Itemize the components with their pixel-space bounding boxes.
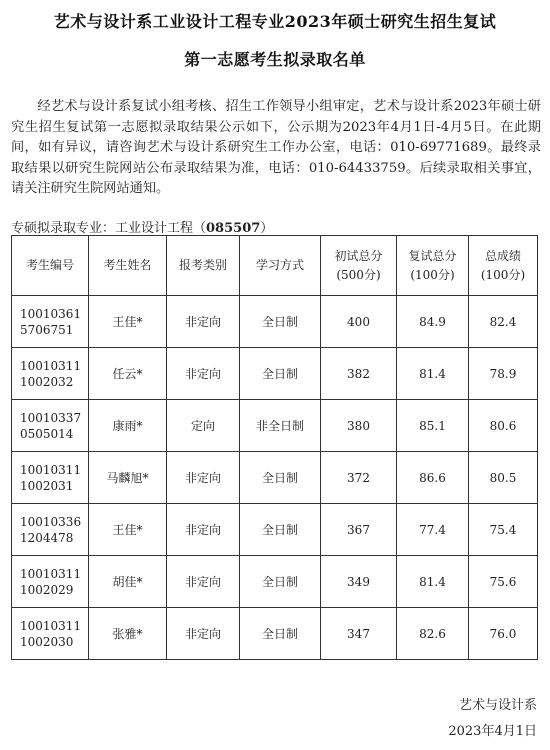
cell-candidate-name: 马麟旭*: [89, 452, 167, 504]
candidate-id-line1: 10010311: [20, 618, 82, 633]
cell-category: 定向: [167, 400, 240, 452]
cell-initial-score: 400: [321, 296, 397, 348]
header-total-score-max: (100分): [480, 267, 526, 282]
cell-candidate-id: [12, 400, 89, 452]
cell-retest-score: 81.4: [397, 348, 469, 400]
header-retest-score-max: (100分): [410, 267, 455, 282]
candidate-id-line2: 1002030: [20, 634, 74, 649]
cell-candidate-name: 王佳*: [89, 296, 167, 348]
major-line: [11, 217, 273, 236]
cell-total-score: 76.0: [469, 608, 538, 660]
candidate-id-line2: 1002031: [20, 478, 74, 493]
table-row: [12, 504, 538, 556]
header-retest-score-label: 复试总分: [408, 248, 457, 263]
cell-study-mode: 全日制: [240, 556, 321, 608]
header-total-score: [469, 236, 538, 296]
cell-total-score: 80.5: [469, 452, 538, 504]
candidate-id-line2: 1002029: [20, 582, 74, 597]
cell-retest-score: 77.4: [397, 504, 469, 556]
cell-retest-score: 81.4: [397, 556, 469, 608]
candidate-id-line1: 10010361: [20, 306, 82, 321]
cell-candidate-name: 王佳*: [89, 504, 167, 556]
admission-table: [11, 235, 538, 660]
cell-candidate-name: 张雅*: [89, 608, 167, 660]
announcement-paragraph: 经艺术与设计系复试小组考核、招生工作领导小组审定，艺术与设计系2023年硕士研究生招生复试第一志愿拟录取结果公示如下，公示期为2023年4月1日-4月5日。在此期间，如有异议，请咨询艺术与设计系研究生工作办公室，电话：010-69771689。最终录取结果以研究生院网站公布录取结果为准，电话：010-64433759。后续录取相关事宜，请关注研究生院网站通知。: [11, 99, 541, 196]
cell-candidate-id: [12, 556, 89, 608]
document-subtitle: 第一志愿考生拟录取名单: [184, 50, 366, 69]
cell-retest-score: 84.9: [397, 296, 469, 348]
cell-total-score: 75.4: [469, 504, 538, 556]
cell-category: 非定向: [167, 608, 240, 660]
cell-candidate-id: [12, 296, 89, 348]
cell-category: 非定向: [167, 504, 240, 556]
cell-study-mode: 全日制: [240, 608, 321, 660]
cell-initial-score: 349: [321, 556, 397, 608]
table-row: [12, 608, 538, 660]
cell-candidate-id: [12, 452, 89, 504]
cell-study-mode: 全日制: [240, 296, 321, 348]
cell-study-mode: 全日制: [240, 452, 321, 504]
candidate-id-line2: 0505014: [20, 426, 74, 441]
cell-initial-score: 382: [321, 348, 397, 400]
major-label: 专硕拟录取专业：工业设计工程（: [11, 221, 207, 236]
cell-initial-score: 347: [321, 608, 397, 660]
header-initial-score-max: (500分): [336, 267, 381, 282]
cell-candidate-id: [12, 504, 89, 556]
header-initial-score-label: 初试总分: [334, 248, 383, 263]
table-row: [12, 556, 538, 608]
table-row: [12, 296, 538, 348]
cell-retest-score: 85.1: [397, 400, 469, 452]
cell-study-mode: 全日制: [240, 504, 321, 556]
cell-total-score: 80.6: [469, 400, 538, 452]
cell-candidate-name: 康雨*: [89, 400, 167, 452]
table-row: [12, 400, 538, 452]
major-code: 085507: [206, 221, 261, 236]
cell-study-mode: 非全日制: [240, 400, 321, 452]
cell-retest-score: 82.6: [397, 608, 469, 660]
candidate-id-line1: 10010311: [20, 462, 82, 477]
document-title: 艺术与设计系工业设计工程专业2023年硕士研究生招生复试: [53, 12, 497, 31]
table-row: [12, 452, 538, 504]
candidate-id-line1: 10010336: [20, 514, 82, 529]
major-close: ）: [260, 221, 274, 236]
cell-total-score: 78.9: [469, 348, 538, 400]
cell-initial-score: 367: [321, 504, 397, 556]
header-category: 报考类别: [167, 236, 240, 296]
cell-total-score: 75.6: [469, 556, 538, 608]
header-candidate-id: 考生编号: [12, 236, 89, 296]
cell-total-score: 82.4: [469, 296, 538, 348]
cell-initial-score: 380: [321, 400, 397, 452]
header-retest-score: [397, 236, 469, 296]
header-study-mode: 学习方式: [240, 236, 321, 296]
header-candidate-name: 考生姓名: [89, 236, 167, 296]
cell-candidate-name: 胡佳*: [89, 556, 167, 608]
cell-candidate-id: [12, 608, 89, 660]
candidate-id-line1: 10010337: [20, 410, 82, 425]
cell-candidate-name: 任云*: [89, 348, 167, 400]
cell-category: 非定向: [167, 452, 240, 504]
cell-category: 非定向: [167, 348, 240, 400]
candidate-id-line1: 10010311: [20, 566, 82, 581]
cell-candidate-id: [12, 348, 89, 400]
header-total-score-label: 总成绩: [484, 248, 521, 263]
candidate-id-line2: 5706751: [20, 322, 74, 337]
candidate-id-line1: 10010311: [20, 358, 82, 373]
table-header-row: [12, 236, 538, 296]
candidate-id-line2: 1002032: [20, 374, 74, 389]
header-initial-score: [321, 236, 397, 296]
footer-organization: 艺术与设计系: [458, 698, 537, 713]
cell-study-mode: 全日制: [240, 348, 321, 400]
table-row: [12, 348, 538, 400]
candidate-id-line2: 1204478: [20, 530, 74, 545]
footer-date: 2023年4月1日: [448, 724, 537, 739]
cell-category: 非定向: [167, 556, 240, 608]
cell-category: 非定向: [167, 296, 240, 348]
cell-initial-score: 372: [321, 452, 397, 504]
cell-retest-score: 86.6: [397, 452, 469, 504]
